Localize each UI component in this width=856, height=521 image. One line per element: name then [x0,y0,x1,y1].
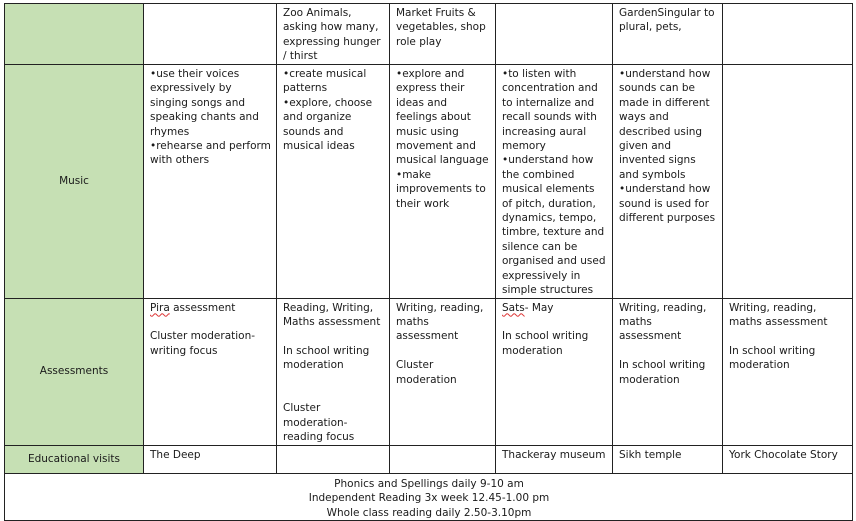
table-cell: •explore and express their ideas and feelings about music using movement and musical language •make improvements to their work [390,65,496,299]
table-cell: Reading, Writing, Maths assessment In school writing moderation Cluster moderation- reading focus [277,298,390,445]
table-cell: Writing, reading, maths assessment In school writing moderation [613,298,723,445]
table-cell [496,298,613,445]
footer-line: Phonics and Spellings daily 9-10 am [334,477,524,490]
footer-line: Independent Reading 3x week 12.45-1.00 pm [308,492,550,505]
row-label-visits: Educational visits [5,445,144,473]
spellcheck-word: Pira [150,301,170,314]
table-cell: Writing, reading, maths assessment Cluster moderation [390,298,496,445]
row-label [5,4,144,65]
table-cell: York Chocolate Story [723,445,853,473]
row-label-music: Music [5,65,144,299]
table-cell: Thackeray museum [496,445,613,473]
table-row-visits [5,445,853,473]
table-cell [390,445,496,473]
table-cell: Market Fruits & vegetables, shop role play [390,4,496,65]
footer-cell [5,473,853,521]
table-cell: •create musical patterns •explore, choose and organize sounds and musical ideas [277,65,390,299]
table-row-footer [5,473,853,521]
table-cell: •understand how sounds can be made in different ways and described using given and invented signs and symbols •understand how sound is used for different purposes [613,65,723,299]
table-cell [496,4,613,65]
curriculum-table [4,3,853,521]
cell-text: - May In school writing moderation [502,301,589,357]
cell-text: assessment Cluster moderation- writing focus [150,301,256,357]
table-cell: The Deep [144,445,277,473]
table-cell: •use their voices expressively by singing songs and speaking chants and rhymes •rehearse and perform with others [144,65,277,299]
table-cell [277,445,390,473]
table-cell: Writing, reading, maths assessment In school writing moderation [723,298,853,445]
table-cell [144,4,277,65]
spellcheck-word: Sats [502,301,525,314]
table-cell [723,4,853,65]
table-cell: Sikh temple [613,445,723,473]
row-label-assessments: Assessments [5,298,144,445]
footer-line: Whole class reading daily 2.50-3.10pm [326,506,532,519]
table-row-topics [5,4,853,65]
table-cell [723,65,853,299]
table-cell [144,298,277,445]
table-cell: GardenSingular to plural, pets, [613,4,723,65]
table-cell: Zoo Animals, asking how many, expressing hunger / thirst [277,4,390,65]
table-row-music [5,65,853,299]
table-row-assessments [5,298,853,445]
table-cell: •to listen with concentration and to internalize and recall sounds with increasing aural memory •understand how the combined musical elements of pitch, duration, dynamics, tempo, timbre, texture and silence can be organised and used expressively in simple structures [496,65,613,299]
